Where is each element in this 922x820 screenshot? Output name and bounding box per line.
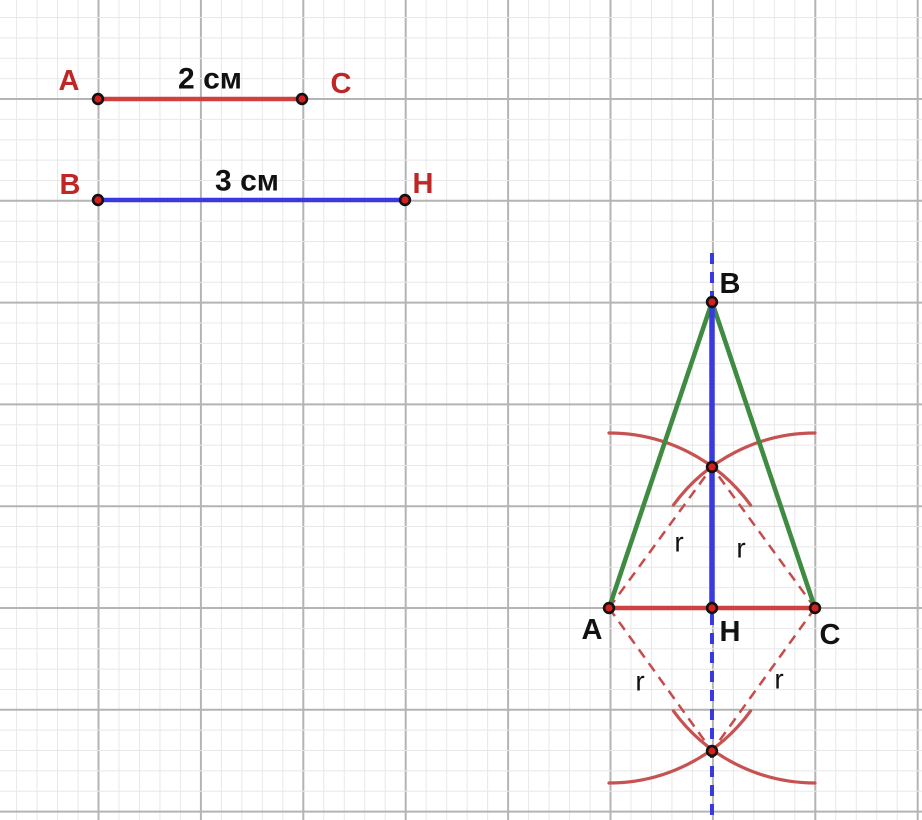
point-A-triangle[interactable] (604, 603, 614, 613)
label-radius-lower-left: r (635, 665, 645, 697)
point-B-triangle[interactable] (707, 297, 717, 307)
label-point-H: H (719, 616, 741, 648)
point-arc-intersection-lower[interactable] (707, 746, 717, 756)
label-point-H-sample: H (412, 168, 434, 200)
label-radius-upper-left: r (674, 526, 684, 558)
label-point-A: A (581, 614, 603, 646)
label-point-C-sample: C (330, 68, 352, 100)
label-point-C: C (819, 619, 841, 651)
label-point-A-sample: A (58, 65, 80, 97)
point-B-sample[interactable] (93, 195, 103, 205)
label-radius-upper-right: r (736, 532, 746, 564)
label-length-3cm: 3 см (215, 164, 279, 198)
label-point-B-sample: B (59, 169, 81, 201)
point-A-sample[interactable] (93, 94, 103, 104)
label-point-B: B (719, 268, 741, 300)
point-H-sample[interactable] (400, 195, 410, 205)
point-C-triangle[interactable] (810, 603, 820, 613)
point-C-sample[interactable] (297, 94, 307, 104)
point-arc-intersection-upper[interactable] (707, 462, 717, 472)
label-radius-lower-right: r (774, 663, 784, 695)
label-length-2cm: 2 см (178, 62, 242, 96)
point-H-triangle[interactable] (707, 603, 717, 613)
